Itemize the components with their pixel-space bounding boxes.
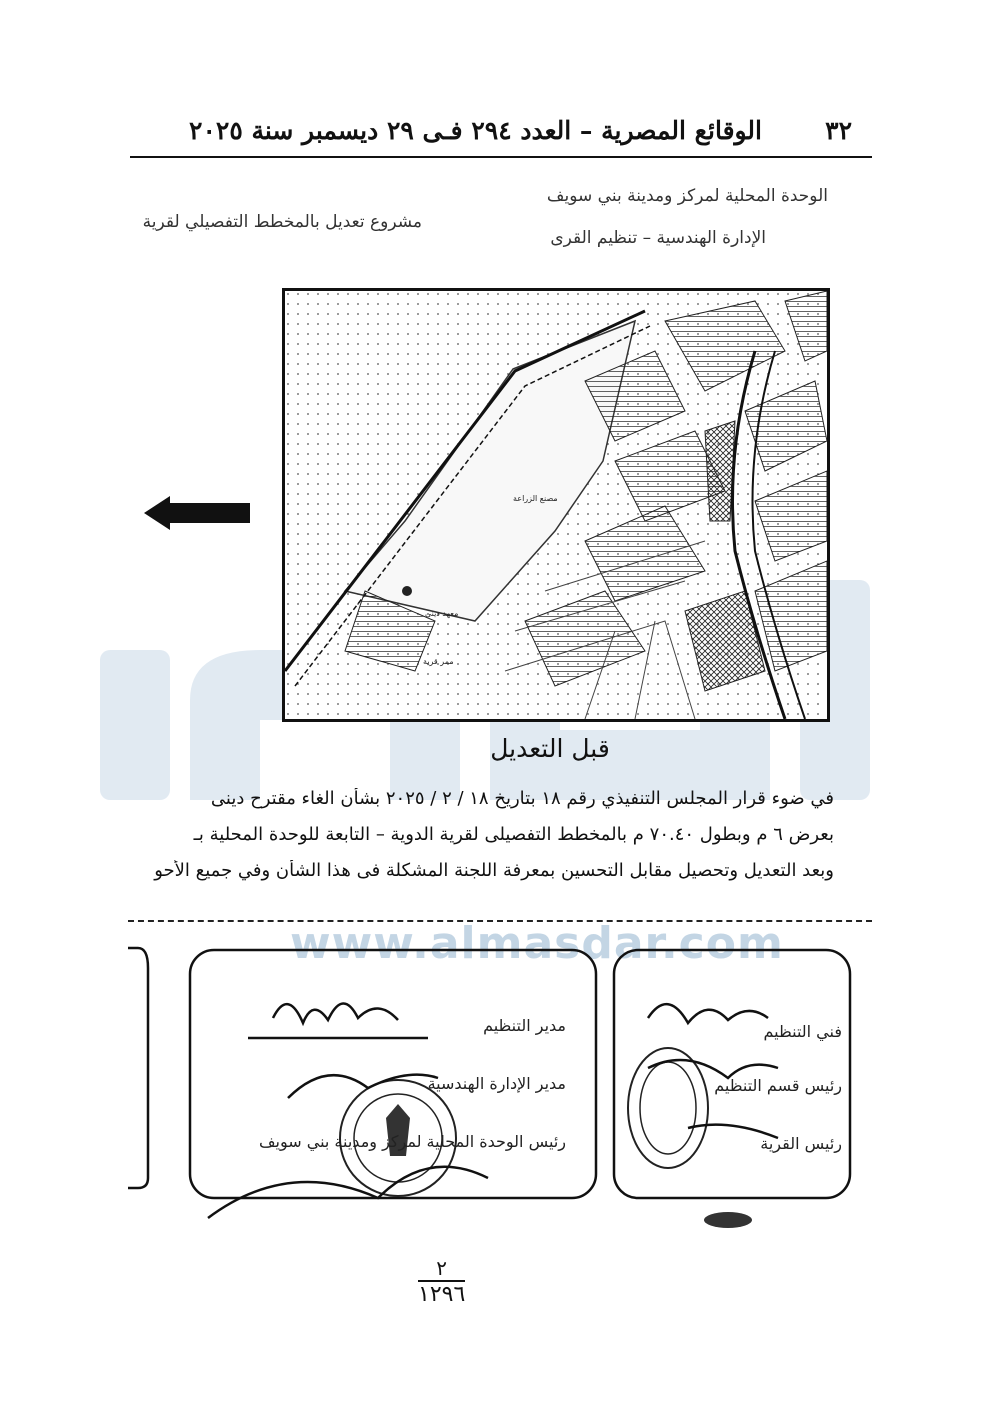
zoning-section-head-label: رئيس قسم التنظيم	[714, 1076, 842, 1095]
body-text-line: في ضوء قرار المجلس التنفيذي رقم ١٨ بتاريخ ١٨ / ٢ / ٢٠٢٥ بشأن الغاء مقترح دينى	[210, 788, 834, 809]
map-label-passage: ممر قرية	[423, 657, 454, 666]
zoning-director-label: مدير التنظيم	[483, 1016, 566, 1035]
page-number: ٣٢	[825, 116, 852, 145]
village-head-label: رئيس القرية	[760, 1134, 842, 1153]
signature-section-divider	[128, 920, 872, 922]
before-amendment-caption: قبل التعديل	[490, 734, 610, 763]
engineering-dept-label: الإدارة الهندسية – تنظيم القرى	[550, 228, 766, 248]
watermark-url: www.almasdar.com	[290, 918, 784, 969]
folio-bottom: ١٢٩٦	[418, 1282, 466, 1307]
gazette-title: الوقائع المصرية – العدد ٢٩٤ فـى ٢٩ ديسمبر سنة ٢٠٢٥	[189, 116, 762, 145]
ink-stamp-mark	[704, 1212, 752, 1228]
folio-top: ٢	[436, 1256, 447, 1280]
map-label-factory: مصنع الزراعة	[513, 494, 558, 503]
signature-section	[128, 928, 872, 1228]
handwritten-folio-number	[418, 1256, 465, 1307]
header-rule	[130, 156, 872, 158]
project-title: مشروع تعديل بالمخطط التفصيلي لقرية	[142, 212, 422, 232]
map-label-institute: معهد ديني	[425, 609, 459, 618]
page-header	[128, 112, 872, 158]
unit-head-label: رئيس الوحدة المحلية لمركز ومدينة بني سويف	[258, 1132, 566, 1151]
site-plan-drawing	[285, 291, 827, 719]
engineering-director-label: مدير الإدارة الهندسية	[427, 1074, 566, 1093]
body-text-line: بعرض ٦ م وبطول ٧٠.٤٠ م بالمخطط التفصيلى لقرية الدوية – التابعة للوحدة المحلية بـ	[193, 824, 834, 845]
left-arrow-icon	[144, 496, 252, 530]
zoning-technician-label: فني التنظيم	[763, 1022, 842, 1041]
handwritten-signatures	[208, 1003, 778, 1218]
body-text-line: وبعد التعديل وتحصيل مقابل التحسين بمعرفة اللجنة المشكلة فى هذا الشأن وفي جميع الأحو	[154, 860, 834, 881]
site-plan-map	[282, 288, 830, 722]
official-seal-right	[628, 1048, 708, 1168]
local-unit-label: الوحدة المحلية لمركز ومدينة بني سويف	[546, 186, 828, 206]
